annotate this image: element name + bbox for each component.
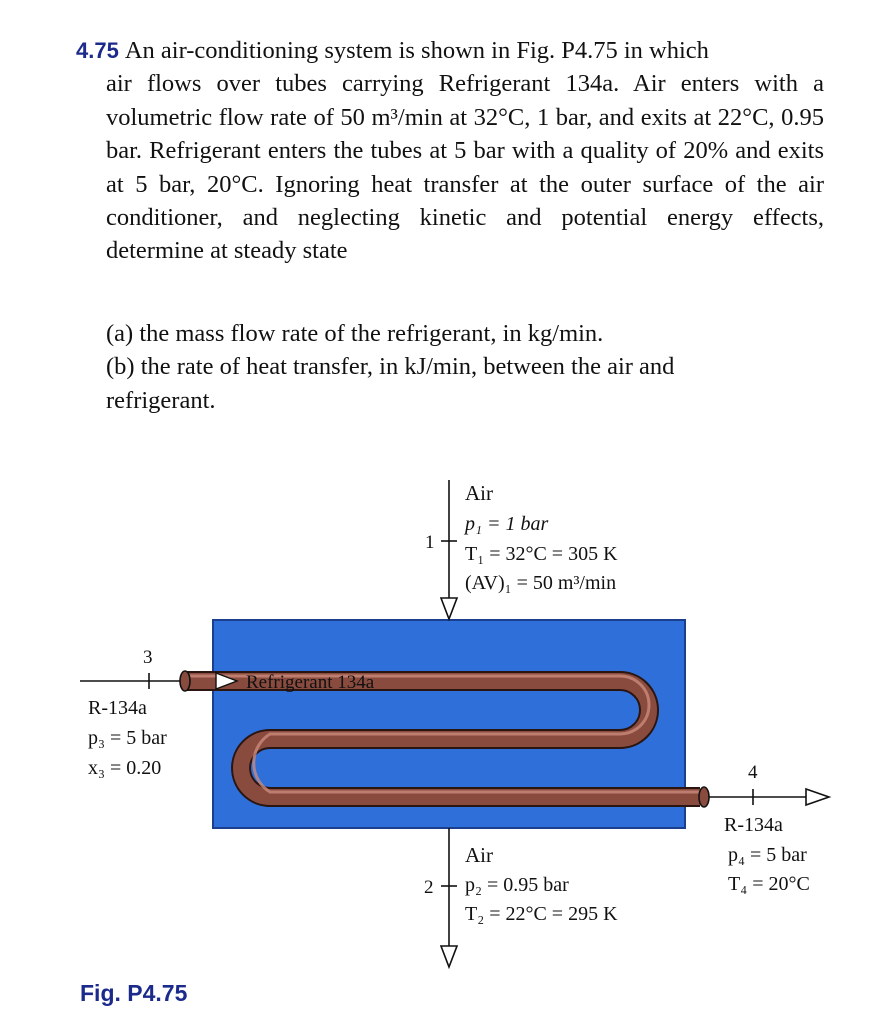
- inlet-air-volumetric-flow: (AV)₁ = 50 m³/min: [465, 572, 617, 594]
- refrigerant-outlet-temperature: T₄ = 20°C: [728, 873, 810, 895]
- outlet-air-pressure: p₂ = 0.95 bar: [465, 874, 569, 896]
- refrigerant-inlet-label: R-134a: [88, 697, 147, 719]
- problem-number: 4.75: [76, 38, 119, 63]
- tube-inlet-end: [180, 671, 190, 691]
- inlet-air-label: Air: [465, 481, 493, 505]
- part-b-continued: refrigerant.: [106, 386, 216, 414]
- part-a: (a) the mass flow rate of the refrigerant, in kg/min.: [106, 320, 604, 347]
- problem-text-body: air flows over tubes carrying Refrigerant 134a. Air enters with a volumetric flow rate of 50 m³/min at 32°C, 1 bar, and exits at 22°C, 0.95 bar. Refrigerant enters the tubes at 5 bar with a quality of 20% and exits at 5 bar, 20°C. Ignoring heat transfer at the outer surface of the air conditioner, and neglecting kinetic and potential energy effects, determine at steady state: [106, 70, 824, 265]
- refrigerant-outlet-pressure: p₄ = 5 bar: [728, 844, 807, 866]
- part-b: (b) the rate of heat transfer, in kJ/min, between the air and: [106, 353, 675, 381]
- state-1-label: 1: [425, 532, 435, 553]
- refrigerant-outlet-label: R-134a: [724, 814, 783, 836]
- tube-label: Refrigerant 134a: [246, 672, 375, 693]
- problem-text-line1: An air-conditioning system is shown in Fig. P4.75 in which: [124, 37, 709, 64]
- outlet-air-label: Air: [465, 843, 493, 867]
- state-4-label: 4: [748, 762, 758, 783]
- refrigerant-inlet-quality: x₃ = 0.20: [88, 757, 162, 779]
- state-3-label: 3: [143, 647, 153, 668]
- refrigerant-outlet-arrowhead: [806, 789, 829, 805]
- refrigerant-inlet-pressure: p₃ = 5 bar: [88, 727, 167, 749]
- inlet-air-pressure: p₁ = 1 bar: [465, 513, 549, 535]
- outlet-air-arrowhead: [441, 946, 457, 967]
- outlet-air-temperature: T₂ = 22°C = 295 K: [465, 903, 618, 925]
- tube-outlet-end: [699, 787, 709, 807]
- inlet-air-temperature: T₁ = 32°C = 305 K: [465, 543, 618, 565]
- figure-caption: Fig. P4.75: [80, 980, 188, 1006]
- state-2-label: 2: [424, 877, 434, 898]
- inlet-air-arrowhead: [441, 598, 457, 619]
